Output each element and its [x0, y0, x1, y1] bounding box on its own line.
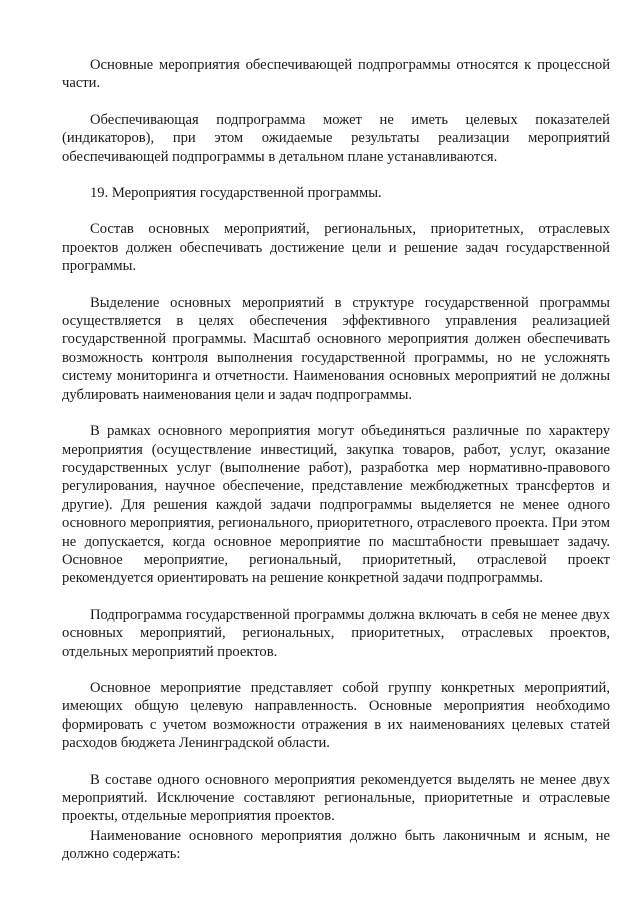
paragraph-7: Подпрограмма государственной программы должна включать в себя не менее двух основных мероприятий, региональных, приоритетных, отраслевых проектов, отдельных мероприятий проектов.	[62, 606, 610, 660]
paragraph-9: В составе одного основного мероприятия рекомендуется выделять не менее двух мероприятий. Исключение составляют региональные, приоритетные и отраслевые проекты, отдельные мероприятия проектов.	[62, 771, 610, 825]
paragraph-1: Основные мероприятия обеспечивающей подпрограммы относятся к процессной части.	[62, 57, 610, 92]
paragraph-6: В рамках основного мероприятия могут объединяться различные по характеру мероприятия (осуществление инвестиций, закупка товаров, работ, услуг, оказание государственных услуг (выполнение работ), разработка мер нормативно-правового регулирования, научное обеспечение, представление межбюджетных трансфертов и другие). Для решения каждой задачи подпрограммы выделяется не менее одного основного мероприятия, регионального, приоритетного, отраслевого проекта. При этом не допускается, когда основное мероприятие по масштабности превышает задачу. Основное мероприятие, региональный, приоритетный, отраслевой проект рекомендуется ориентировать на решение конкретной задачи подпрограммы.	[62, 423, 610, 587]
paragraph-5: Выделение основных мероприятий в структуре государственной программы осуществляется в целях обеспечения эффективного управления реализацией государственной программы. Масштаб основного мероприятия должен обеспечивать возможность контроля выполнения государственной программы, но не усложнять систему мониторинга и отчетности. Наименования основных мероприятий не должны дублировать наименования цели и задач подпрограммы.	[62, 294, 610, 403]
paragraph-8: Основное мероприятие представляет собой группу конкретных мероприятий, имеющих общую целевую направленность. Основные мероприятия необходимо формировать с учетом возможности отражения в их наименованиях целевых статей расходов бюджета Ленинградской области.	[62, 679, 610, 752]
section-heading-19: 19. Мероприятия государственной программы.	[90, 185, 382, 202]
paragraph-2: Обеспечивающая подпрограмма может не иметь целевых показателей (индикаторов), при этом ожидаемые результаты реализации мероприятий обеспечивающей подпрограммы в детальном плане устанавливаются.	[62, 111, 610, 165]
paragraph-4: Состав основных мероприятий, региональных, приоритетных, отраслевых проектов должен обеспечивать достижение цели и решение задач государственной программы.	[62, 221, 610, 275]
paragraph-10: Наименование основного мероприятия должно быть лаконичным и ясным, не должно содержать:	[62, 827, 610, 863]
document-page	[62, 56, 610, 864]
